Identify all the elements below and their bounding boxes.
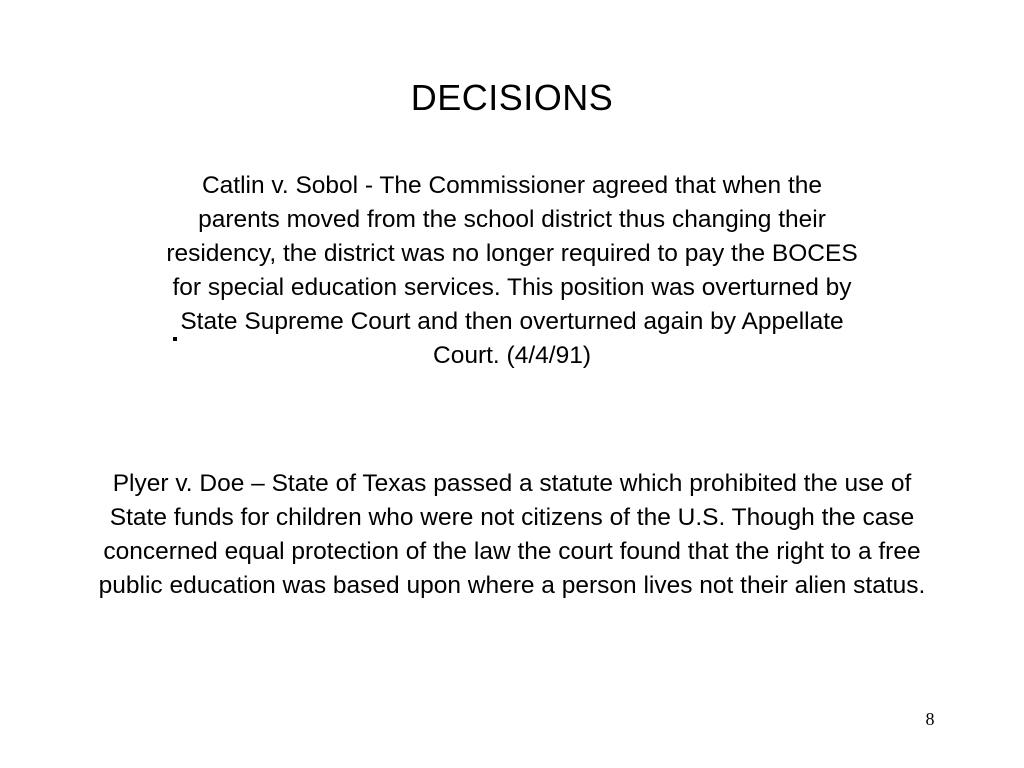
case-plyer-v-doe: Plyer v. Doe – State of Texas passed a statute which prohibited the use of State funds for children who were not citizens of the U.S. Though the case concerned equal protection of the law the court found that the right to a free public education was based upon where a person lives not their alien status. <box>98 470 926 599</box>
case-catlin-v-sobol: Catlin v. Sobol - The Commissioner agreed that when the parents moved from the school district thus changing their residency, the district was no longer required to pay the BOCES for special education services. This position was overturned by State Supreme Court and then overturned again by Appellate Court. (4/4/91) <box>166 172 858 369</box>
page-number: 8 <box>925 709 935 729</box>
slide-title: DECISIONS <box>410 77 614 118</box>
